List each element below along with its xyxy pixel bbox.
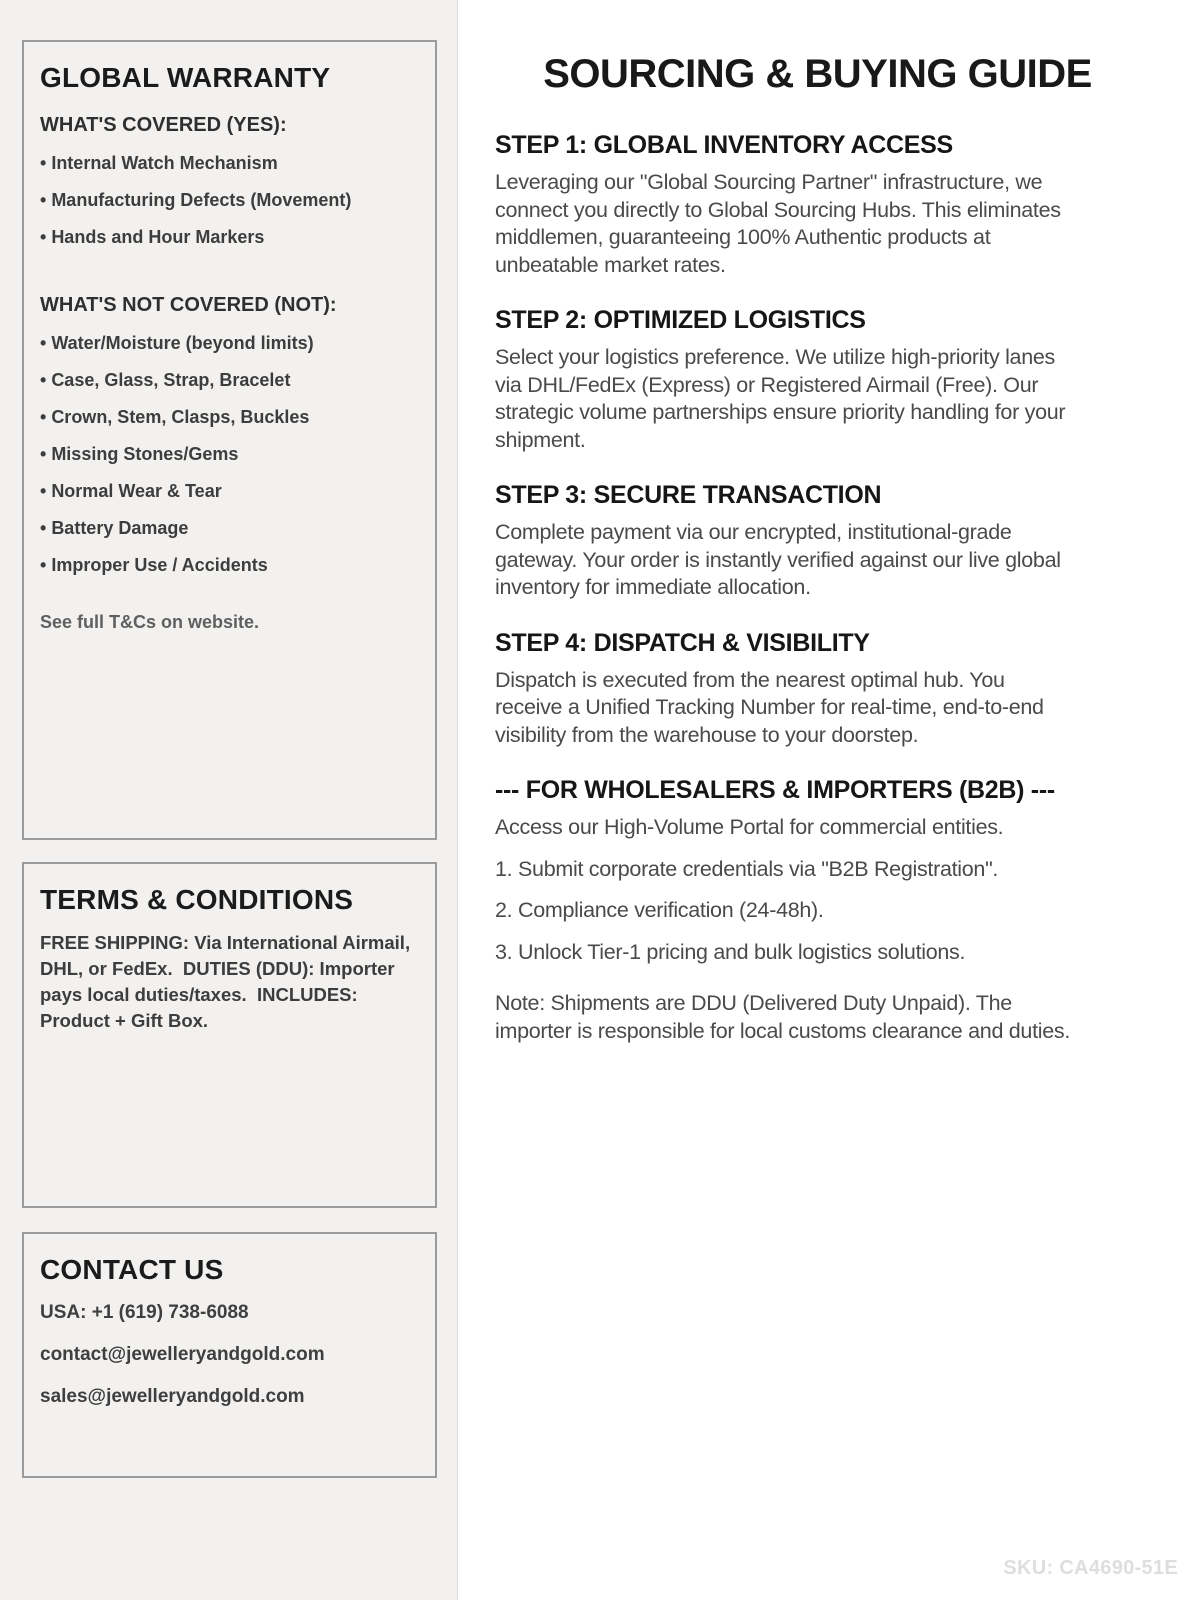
page-title: SOURCING & BUYING GUIDE: [543, 52, 1092, 96]
warranty-covered-list: [40, 153, 419, 248]
step-2-heading: STEP 2: OPTIMIZED LOGISTICS: [495, 306, 866, 334]
step-1-section: [495, 131, 1140, 279]
list-item: • Improper Use / Accidents: [40, 555, 419, 576]
list-item: • Internal Watch Mechanism: [40, 153, 419, 174]
step-4-section: [495, 629, 1140, 750]
step-3-heading: STEP 3: SECURE TRANSACTION: [495, 481, 882, 509]
warranty-not-covered-heading: WHAT'S NOT COVERED (NOT):: [40, 294, 337, 316]
b2b-heading: --- FOR WHOLESALERS & IMPORTERS (B2B) ---: [495, 776, 1055, 804]
b2b-intro: Access our High-Volume Portal for commercial entities.: [495, 815, 1004, 839]
list-item: • Case, Glass, Strap, Bracelet: [40, 370, 419, 391]
step-4-heading: STEP 4: DISPATCH & VISIBILITY: [495, 628, 870, 657]
list-item: • Crown, Stem, Clasps, Buckles: [40, 407, 419, 428]
list-item: • Normal Wear & Tear: [40, 481, 419, 502]
b2b-item-3: 3. Unlock Tier-1 pricing and bulk logistics solutions.: [495, 939, 966, 964]
step-1-body: Leveraging our "Global Sourcing Partner" infrastructure, we connect you directly to Global Sourcing Hubs. This eliminates middlemen, guaranteeing 100% Authentic products at unbeatable market rates.: [495, 170, 1061, 277]
b2b-note: Note: Shipments are DDU (Delivered Duty Unpaid). The importer is responsible for local customs clearance and duties.: [495, 991, 1071, 1043]
step-3-section: [495, 481, 1140, 602]
contact-title: CONTACT US: [40, 1254, 224, 1285]
contact-phone: USA: +1 (619) 738-6088: [40, 1302, 249, 1323]
terms-title: TERMS & CONDITIONS: [40, 884, 354, 915]
list-item: • Manufacturing Defects (Movement): [40, 190, 419, 211]
contact-panel: [22, 1232, 437, 1478]
sku-label: SKU: CA4690-51E: [1003, 1557, 1178, 1579]
step-2-section: [495, 306, 1140, 454]
step-1-heading: STEP 1: GLOBAL INVENTORY ACCESS: [495, 131, 953, 159]
sales-email: sales@jewelleryandgold.com: [40, 1386, 305, 1407]
warranty-not-covered-list: [40, 333, 419, 576]
warranty-covered-heading: WHAT'S COVERED (YES):: [40, 114, 287, 136]
info-sidebar: [0, 0, 458, 1600]
b2b-item-2: 2. Compliance verification (24-48h).: [495, 898, 824, 922]
list-item: • Hands and Hour Markers: [40, 227, 419, 248]
list-item: • Missing Stones/Gems: [40, 444, 419, 465]
b2b-item-1: 1. Submit corporate credentials via "B2B Registration".: [495, 856, 999, 881]
terms-body: FREE SHIPPING: Via International Airmail, DHL, or FedEx. DUTIES (DDU): Importer pays local duties/taxes. INCLUDES: Product + Gift Box.: [40, 932, 416, 1031]
step-3-body: Complete payment via our encrypted, institutional-grade gateway. Your order is instantly verified against our live global inventory for immediate allocation.: [495, 520, 1061, 599]
step-2-body: Select your logistics preference. We utilize high-priority lanes via DHL/FedEx (Express) or Registered Airmail (Free). Our strategic volume partnerships ensure priority handling for your shipment.: [495, 345, 1066, 452]
warranty-footnote: See full T&Cs on website.: [40, 612, 260, 632]
sourcing-guide-main: [459, 0, 1200, 1600]
step-4-body: Dispatch is executed from the nearest optimal hub. You receive a Unified Tracking Number for real-time, end-to-end visibility from the warehouse to your doorstep.: [495, 667, 1044, 747]
contact-email: contact@jewelleryandgold.com: [40, 1344, 325, 1365]
b2b-section: [495, 776, 1140, 1045]
list-item: • Battery Damage: [40, 518, 419, 539]
warranty-panel: [22, 40, 437, 840]
warranty-title: GLOBAL WARRANTY: [40, 62, 331, 93]
list-item: • Water/Moisture (beyond limits): [40, 333, 419, 354]
terms-panel: [22, 862, 437, 1208]
